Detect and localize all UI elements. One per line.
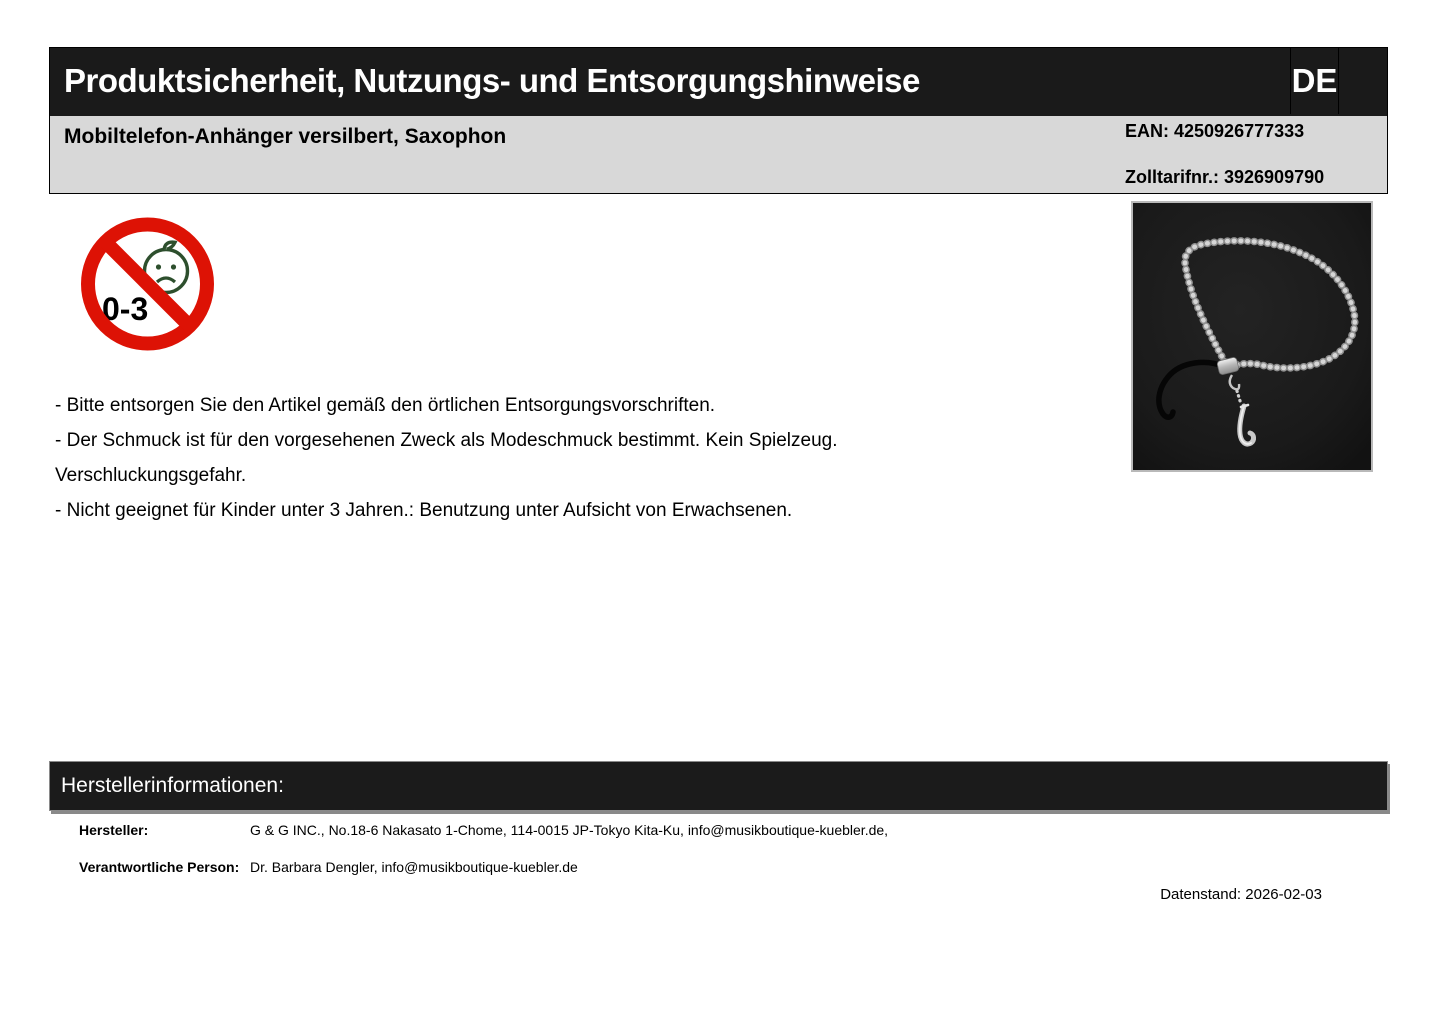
responsible-person-value: Dr. Barbara Dengler, info@musikboutique-kuebler.de [250, 859, 578, 875]
note-line: - Bitte entsorgen Sie den Artikel gemäß den örtlichen Entsorgungsvorschriften. [55, 395, 716, 416]
age-warning-svg [80, 215, 215, 353]
note-line: - Nicht geeignet für Kinder unter 3 Jahren.: Benutzung unter Aufsicht von Erwachsenen. [55, 500, 793, 521]
subtitle-bar [50, 116, 1387, 193]
responsible-person-row [0, 859, 1300, 879]
manufacturer-label: Hersteller: [79, 822, 149, 838]
age-warning-0-3-icon [80, 215, 215, 353]
page-title: Produktsicherheit, Nutzungs- und Entsorgungshinweise [64, 62, 920, 99]
ean-value: EAN: 4250926777333 [1125, 121, 1305, 141]
note-line: - Der Schmuck ist für den vorgesehenen Zweck als Modeschmuck bestimmt. Kein Spielzeug. [55, 430, 838, 451]
data-status-date: Datenstand: 2026-02-03 [1160, 886, 1322, 903]
manufacturer-heading: Herstellerinformationen: [61, 774, 284, 797]
manufacturer-section-bar [49, 761, 1388, 811]
title-bar [50, 48, 1387, 116]
manufacturer-value: G & G INC., No.18-6 Nakasato 1-Chome, 114-0015 JP-Tokyo Kita-Ku, info@musikboutique-kuebler.de, [250, 822, 889, 838]
product-name: Mobiltelefon-Anhänger versilbert, Saxophon [64, 125, 507, 148]
product-photo-rendering [1133, 203, 1371, 470]
safety-notes [55, 388, 1065, 528]
header-block [49, 47, 1388, 194]
language-badge: DE [1290, 48, 1339, 114]
manufacturer-row [0, 822, 1300, 842]
product-photo [1131, 201, 1373, 472]
responsible-person-label: Verantwortliche Person: [79, 859, 240, 875]
note-line: Verschluckungsgefahr. [55, 465, 247, 486]
customs-tariff-value: Zolltarifnr.: 3926909790 [1125, 167, 1325, 187]
age-range-label: 0-3 [102, 291, 149, 327]
